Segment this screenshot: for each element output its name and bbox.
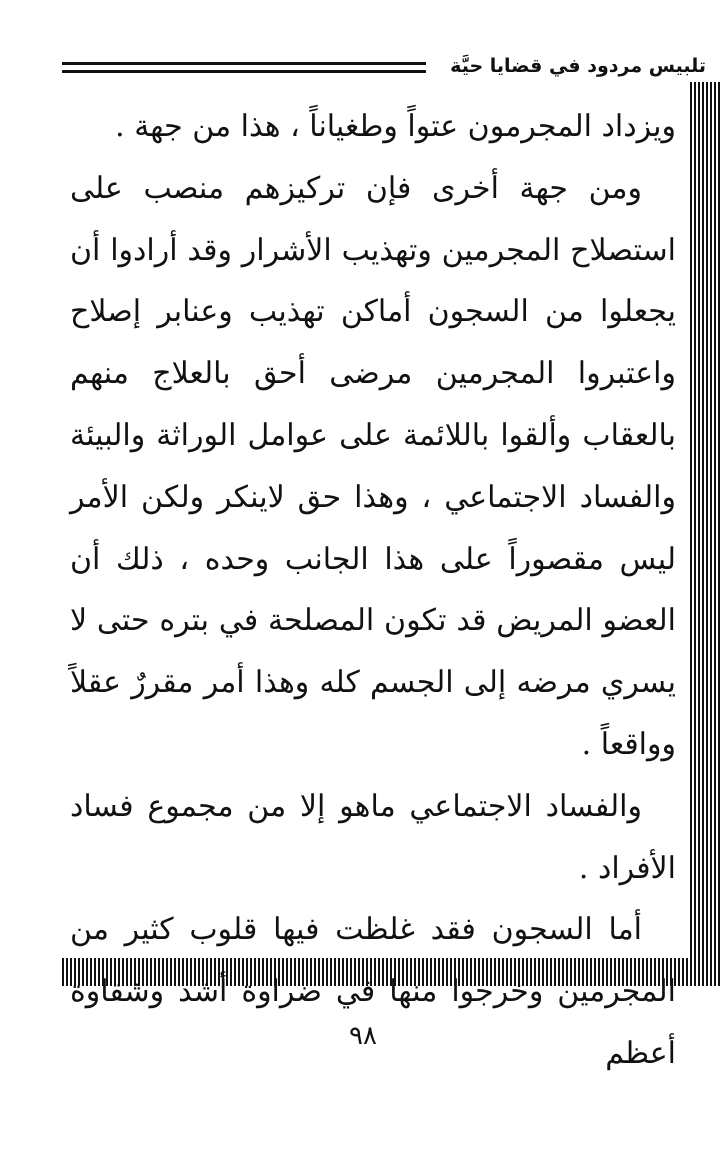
paragraph: والفساد الاجتماعي ماهو إلا من مجموع فساد الأفراد . [70, 788, 676, 886]
paragraph: ويزداد المجرمون عتواً وطغياناً ، هذا من جهة . [115, 109, 676, 144]
side-decorative-border [690, 82, 722, 986]
running-header-title: تلبيس مردود في قضايا حيَّة [450, 55, 706, 77]
paragraph: ومن جهة أخرى فإن تركيزهم منصب على استصلاح المجرمين وتهذيب الأشرار وقد أرادوا أن يجعلوا من السجون أماكن تهذيب وعنابر إصلاح واعتبروا المجرمين مرضى أحق بالعلاج منهم بالعقاب وألقوا باللائمة على عوامل الوراثة والبيئة والفساد الاجتماعي ، وهذا حق لاينكر ولكن الأمر ليس مقصوراً على هذا الجانب وحده ، ذلك أن العضو المريض قد تكون المصلحة في بتره حتى لا يسري مرضه إلى الجسم كله وهذا أمر مقررٌ عقلاً وواقعاً . [70, 170, 676, 762]
paragraph: أما السجون فقد غلظت فيها قلوب كثير من المجرمين وخرجوا منها في ضراوة أشد وشقاوة أعظم [70, 912, 676, 1071]
page-number: ٩٨ [349, 1021, 377, 1051]
header-double-rule [62, 62, 426, 73]
page-body-text [70, 96, 676, 1085]
